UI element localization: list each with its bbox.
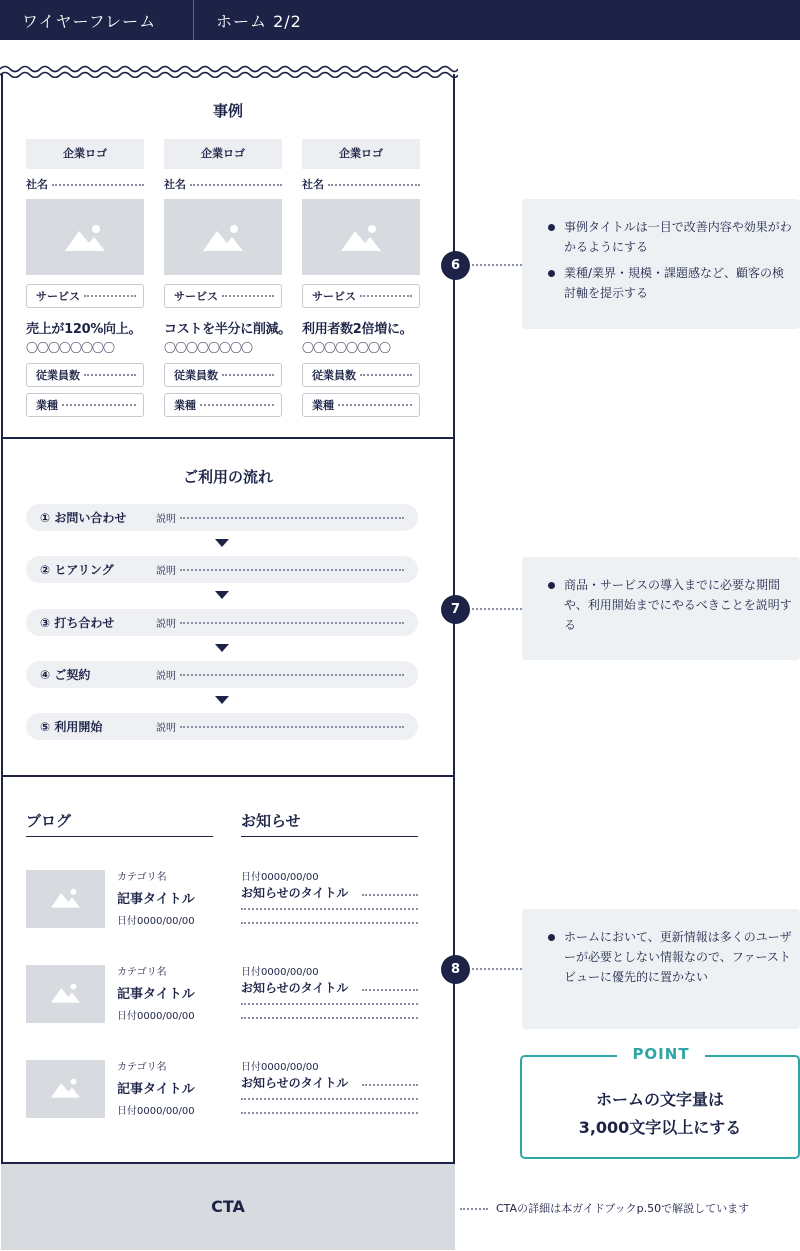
cta-button-area[interactable]: CTA (1, 1162, 455, 1250)
blog-category: カテゴリ名 (117, 1062, 167, 1073)
employees-field (164, 363, 282, 387)
placeholder-circles: 〇〇〇〇〇〇〇〇 (164, 341, 253, 355)
annotation-note-6 (522, 199, 800, 329)
case-card[interactable] (164, 139, 292, 417)
annotation-badge-7: 7 (441, 595, 470, 624)
industry-field (26, 393, 144, 417)
flow-step (26, 609, 418, 636)
news-date: 日付0000/00/00 (241, 1062, 319, 1073)
flow-step (26, 556, 418, 583)
blog-column-title: ブログ (26, 812, 72, 830)
dotted-fill (200, 404, 274, 406)
dotted-fill (362, 1084, 418, 1086)
flow-step-desc: 説明 (156, 723, 176, 734)
case-headline: コストを半分に削減。 (164, 322, 292, 337)
dotted-fill (241, 1003, 418, 1005)
header-divider (193, 0, 194, 40)
news-column-title: お知らせ (241, 812, 301, 830)
company-name-row (164, 177, 282, 191)
annotation-badge-8: 8 (441, 955, 470, 984)
annotation-leader-6 (472, 264, 522, 266)
blog-thumbnail[interactable] (26, 1060, 105, 1118)
cta-leader-line (460, 1208, 488, 1210)
flow-section-title: ご利用の流れ (182, 468, 273, 486)
dotted-fill (62, 404, 136, 406)
annotation-item: ホームにおいて、更新情報は多くのユーザーが必要としない情報なので、ファーストビューに優先的に置かない (542, 927, 796, 987)
placeholder-circles: 〇〇〇〇〇〇〇〇 (302, 341, 391, 355)
dotted-fill (222, 295, 274, 297)
point-line-1: ホームの文字量は (595, 1090, 724, 1109)
cta-note-text: CTAの詳細は本ガイドブックp.50で解説しています (496, 1202, 750, 1215)
annotation-leader-7 (472, 608, 522, 610)
blog-article-title[interactable]: 記事タイトル (117, 1082, 195, 1097)
flow-down-arrow-icon (215, 591, 229, 599)
flow-step-label: ① お問い合わせ (40, 511, 127, 525)
annotation-note-8 (522, 909, 800, 1029)
point-line-2: 3,000文字以上にする (578, 1118, 742, 1137)
blog-thumbnail[interactable] (26, 965, 105, 1023)
flow-step-desc: 説明 (156, 566, 176, 577)
flow-down-arrow-icon (215, 696, 229, 704)
news-title[interactable]: お知らせのタイトル (241, 886, 349, 900)
news-date: 日付0000/00/00 (241, 872, 319, 883)
mountain-image-icon (341, 223, 381, 251)
service-field (164, 284, 282, 308)
case-image-placeholder (26, 199, 144, 275)
flow-step-label: ⑤ 利用開始 (40, 720, 103, 734)
dotted-fill (241, 1017, 418, 1019)
flow-step (26, 504, 418, 531)
dotted-fill (360, 374, 412, 376)
mountain-image-icon (51, 982, 80, 1003)
dotted-fill (222, 374, 274, 376)
company-name-row (302, 177, 420, 191)
flow-down-arrow-icon (215, 644, 229, 652)
industry-label: 業種 (174, 399, 196, 412)
company-logo-placeholder: 企業ロゴ (164, 139, 282, 169)
point-box (520, 1045, 800, 1159)
company-name-label: 社名 (26, 178, 48, 191)
annotation-item: 商品・サービスの導入までに必要な期間や、利用開始までにやるべきことを説明する (542, 575, 796, 635)
case-headline: 売上が120%向上。 (26, 322, 142, 337)
company-name-label: 社名 (164, 178, 186, 191)
blog-date: 日付0000/00/00 (117, 1011, 195, 1022)
news-title[interactable]: お知らせのタイトル (241, 1076, 349, 1090)
cases-section-title: 事例 (212, 102, 243, 120)
company-name-row (26, 177, 144, 191)
flow-step-label: ② ヒアリング (40, 563, 114, 577)
blog-date: 日付0000/00/00 (117, 916, 195, 927)
news-title-rule (241, 836, 418, 837)
blog-thumbnail[interactable] (26, 870, 105, 928)
dotted-fill (180, 517, 404, 519)
dotted-fill (190, 184, 282, 186)
company-name-label: 社名 (302, 178, 324, 191)
annotation-item: 業種/業界・規模・課題感など、顧客の検討軸を提示する (542, 263, 796, 303)
point-label: POINT (617, 1045, 705, 1063)
dotted-fill (84, 295, 136, 297)
company-logo-placeholder: 企業ロゴ (302, 139, 420, 169)
flow-step-desc: 説明 (156, 671, 176, 682)
annotation-leader-8 (472, 968, 522, 970)
dotted-fill (180, 569, 404, 571)
mountain-image-icon (51, 1077, 80, 1098)
case-card[interactable] (26, 139, 144, 417)
cta-note (460, 1200, 749, 1216)
blog-title-rule (26, 836, 213, 837)
dotted-fill (328, 184, 420, 186)
case-image-placeholder (302, 199, 420, 275)
dotted-fill (180, 622, 404, 624)
dotted-fill (362, 894, 418, 896)
blog-category: カテゴリ名 (117, 967, 167, 978)
service-field (302, 284, 420, 308)
industry-field (164, 393, 282, 417)
employees-label: 従業員数 (312, 369, 356, 382)
employees-label: 従業員数 (174, 369, 218, 382)
case-headline: 利用者数2倍増に。 (302, 322, 413, 337)
service-label: サービス (312, 290, 356, 303)
mountain-image-icon (203, 223, 243, 251)
dotted-fill (241, 908, 418, 910)
industry-label: 業種 (312, 399, 334, 412)
dotted-fill (241, 922, 418, 924)
company-logo-placeholder: 企業ロゴ (26, 139, 144, 169)
dotted-fill (52, 184, 144, 186)
dotted-fill (241, 1098, 418, 1100)
dotted-fill (360, 295, 412, 297)
annotation-badge-6: 6 (441, 251, 470, 280)
case-card[interactable] (302, 139, 420, 417)
section-divider (1, 775, 455, 777)
annotation-item: 事例タイトルは一目で改善内容や効果がわかるようにする (542, 217, 796, 257)
service-field (26, 284, 144, 308)
flow-step-desc: 説明 (156, 514, 176, 525)
dotted-fill (362, 989, 418, 991)
flow-step (26, 661, 418, 688)
service-label: サービス (36, 290, 80, 303)
mountain-image-icon (65, 223, 105, 251)
dotted-fill (180, 674, 404, 676)
dotted-fill (338, 404, 412, 406)
header-bar (0, 0, 800, 40)
flow-step-label: ④ ご契約 (40, 668, 91, 682)
header-page-label: ホーム 2/2 (216, 12, 302, 31)
industry-field (302, 393, 420, 417)
employees-field (302, 363, 420, 387)
service-label: サービス (174, 290, 218, 303)
annotation-note-7 (522, 557, 800, 660)
case-image-placeholder (164, 199, 282, 275)
flow-down-arrow-icon (215, 539, 229, 547)
header-title: ワイヤーフレーム (22, 12, 157, 31)
industry-label: 業種 (36, 399, 58, 412)
dotted-fill (84, 374, 136, 376)
blog-article-title[interactable]: 記事タイトル (117, 987, 195, 1002)
blog-date: 日付0000/00/00 (117, 1106, 195, 1117)
news-date: 日付0000/00/00 (241, 967, 319, 978)
blog-category: カテゴリ名 (117, 872, 167, 883)
section-divider (1, 437, 455, 439)
flow-step-label: ③ 打ち合わせ (40, 616, 115, 630)
mountain-image-icon (51, 887, 80, 908)
placeholder-circles: 〇〇〇〇〇〇〇〇 (26, 341, 115, 355)
flow-step (26, 713, 418, 740)
employees-label: 従業員数 (36, 369, 80, 382)
blog-article-title[interactable]: 記事タイトル (117, 892, 195, 907)
news-title[interactable]: お知らせのタイトル (241, 981, 349, 995)
employees-field (26, 363, 144, 387)
flow-step-desc: 説明 (156, 619, 176, 630)
dotted-fill (241, 1112, 418, 1114)
dotted-fill (180, 726, 404, 728)
